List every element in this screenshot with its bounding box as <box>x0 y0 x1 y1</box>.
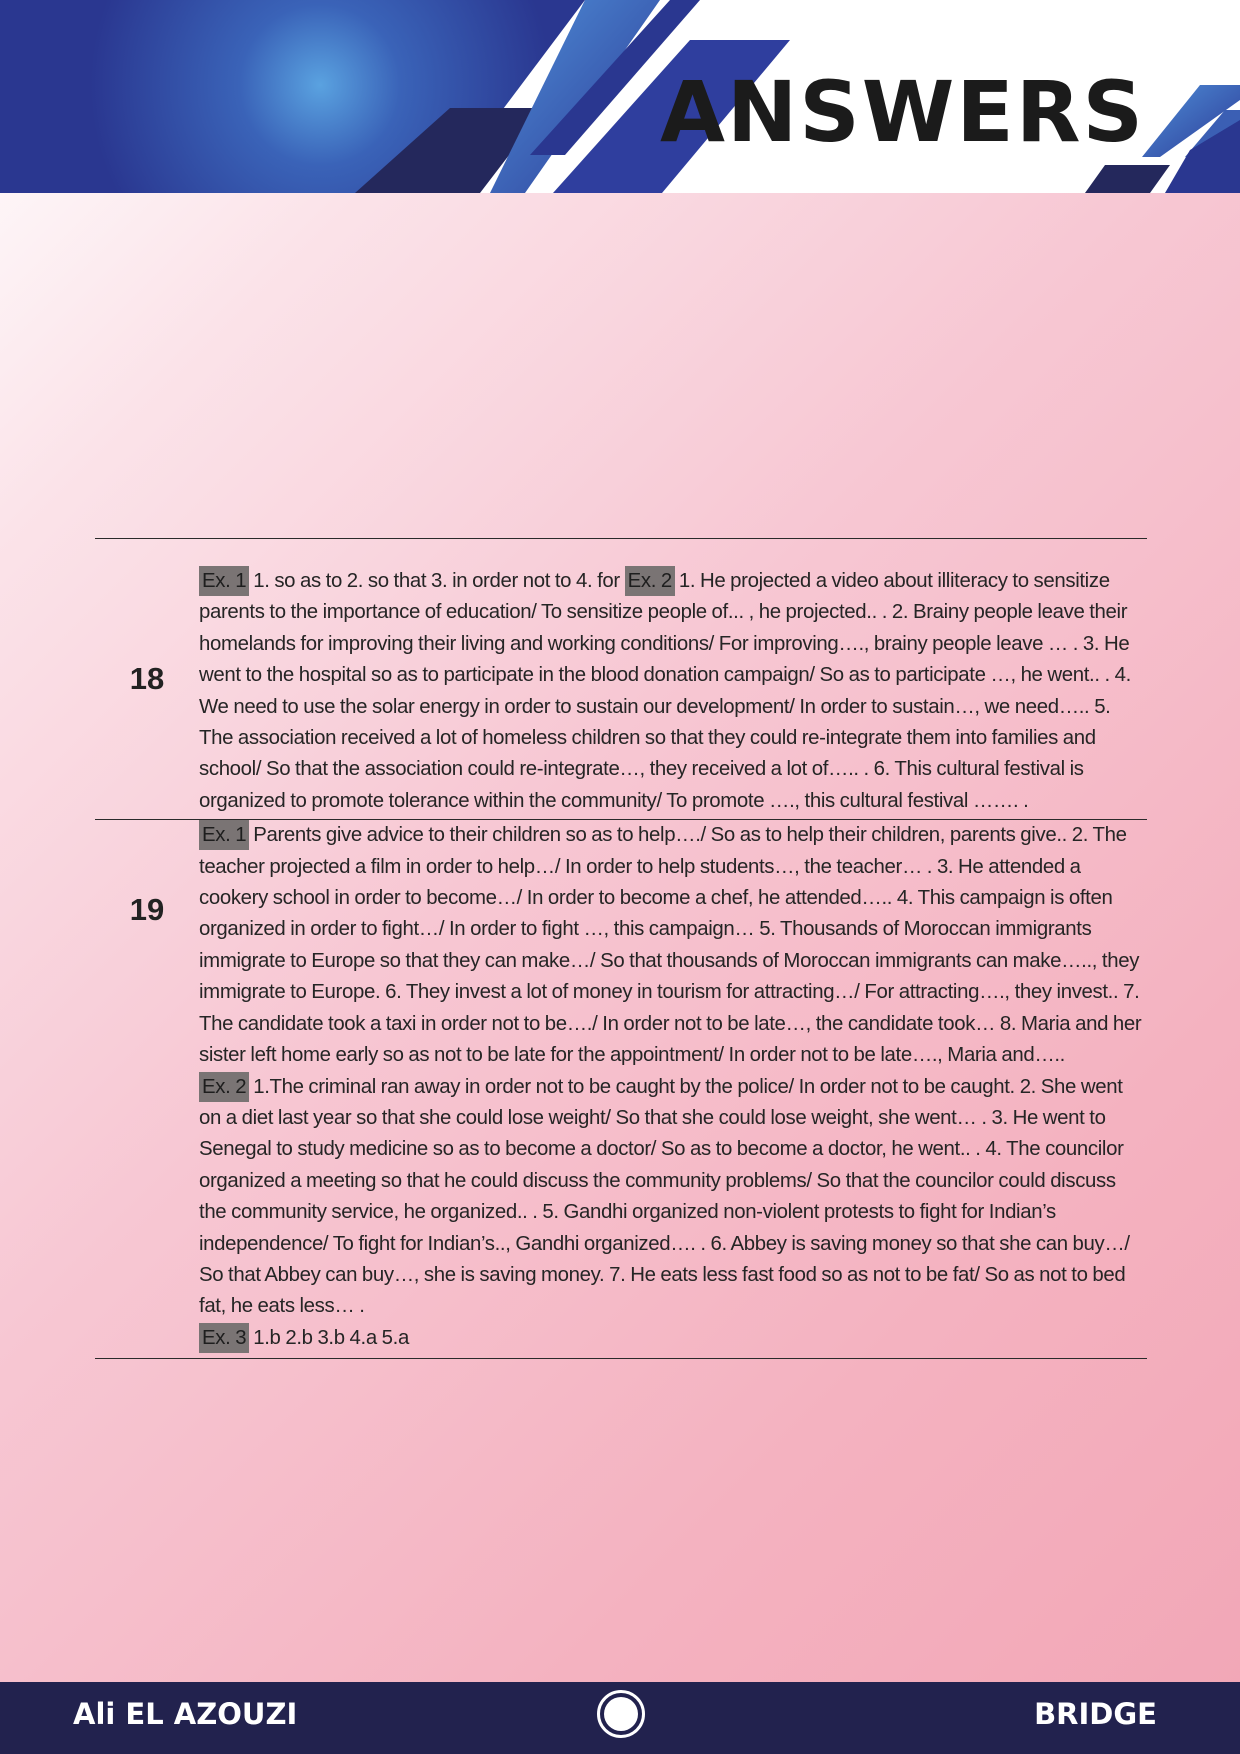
exercise-tag: Ex. 1 <box>199 820 249 850</box>
answer-paragraph <box>199 1323 1147 1354</box>
answer-text: 1. He projected a video about illiteracy to sensitize parents to the importance of education/ To sensitize people of... , he projected.. . 2. Brainy people leave their homelands for improving their living and working conditions/ For improving…., brainy people leave … . 3. He went to the hospital so as to participate in the blood donation campaign/ So as to participate …, he went.. . 4. We need to use the solar energy in order to sustain our development/ In order to sustain…, we need….. 5. The association received a lot of homeless children so that they could re-integrate them into families and school/ So that the association could re-integrate…, they received a lot of….. . 6. This cultural festival is organized to promote tolerance within the community/ To promote …., this cultural festival ……. . <box>199 570 1131 812</box>
divider <box>95 1358 1147 1359</box>
exercise-tag: Ex. 2 <box>199 1072 249 1102</box>
answer-text: 1. so as to 2. so that 3. in order not to 4. for <box>253 570 625 592</box>
exercise-tag: Ex. 2 <box>625 566 675 596</box>
answers-table <box>95 538 1147 1359</box>
answer-text: Parents give advice to their children so as to help…./ So as to help their children, parents give.. 2. The teacher projected a film in order to help…/ In order to help students…, the teacher… . 3. He attended a cookery school in order to become…/ In order to become a chef, he attended….. 4. This campaign is often organized in order to fight…/ In order to fight …, this campaign… 5. Thousands of Moroccan immigrants immigrate to Europe so that they can make…/ So that thousands of Moroccan immigrants can make….., they immigrate to Europe. 6. They invest a lot of money in tourism for attracting…/ For attracting…., they invest.. 7. The candidate took a taxi in order not to be…./ In order not to be late…, the candidate took… 8. Maria and her sister left home early so as not to be late for the appointment/ In order not to be late…., Maria and….. <box>199 824 1142 1067</box>
answer-text: 1.The criminal ran away in order not to be caught by the police/ In order not to be caught. 2. She went on a diet last year so that she could lose weight/ So that she could lose weight, she went… . 3. He went to Senegal to study medicine so as to become a doctor/ So as to become a doctor, he went.. . 4. The councilor organized a meeting so that he could discuss the community problems/ So that the councilor could discuss the community service, he organized.. . 5. Gandhi organized non-violent protests to fight for Indian’s independence/ To fight for Indian’s.., Gandhi organized…. . 6. Abbey is saving money so that she can buy…/ So that Abbey can buy…, she is saving money. 7. He eats less fast food so as not to be fat/ So as not to bed fat, he eats less… . <box>199 1075 1130 1318</box>
footer <box>0 1682 1240 1754</box>
book-title: BRIDGE <box>1034 1697 1157 1731</box>
unit-number: 19 <box>129 892 165 928</box>
answer-paragraph <box>199 566 1147 817</box>
answer-paragraph <box>199 820 1147 1071</box>
unit-answers <box>199 820 1147 1358</box>
unit-row-19 <box>95 820 1147 1358</box>
author-name: Ali EL AZOUZI <box>73 1697 298 1731</box>
page-circle-icon <box>597 1690 645 1738</box>
unit-number: 18 <box>129 661 165 697</box>
answer-text: 1.b 2.b 3.b 4.a 5.a <box>253 1326 409 1349</box>
exercise-tag: Ex. 1 <box>199 566 249 596</box>
answer-paragraph <box>199 1072 1147 1323</box>
exercise-tag: Ex. 3 <box>199 1323 249 1353</box>
unit-row-18 <box>95 539 1147 819</box>
header-banner <box>0 0 1240 193</box>
page-title: ANSWERS <box>659 63 1145 161</box>
unit-answers <box>199 539 1147 819</box>
